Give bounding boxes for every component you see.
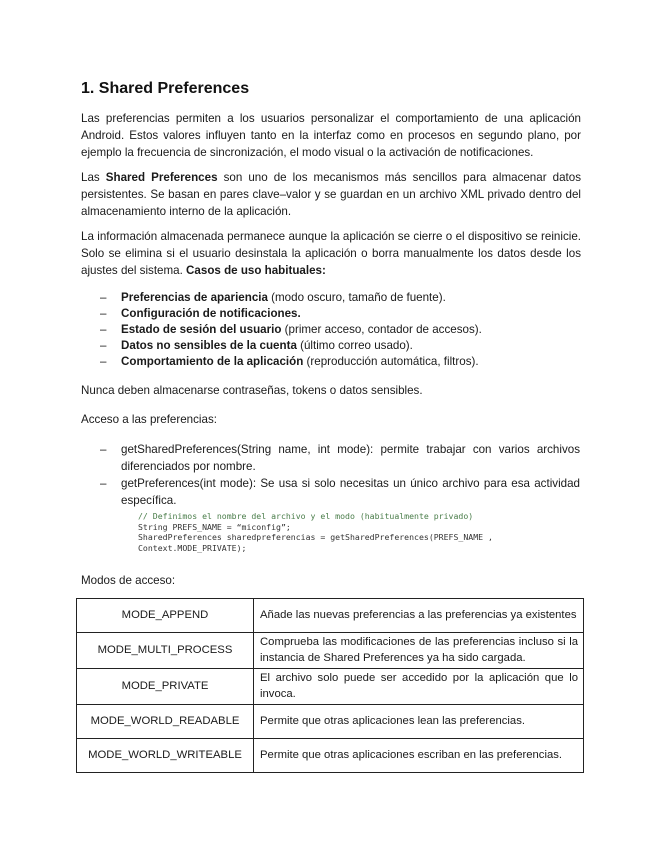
definition-rest: son uno de los mecanismos más sencillos para almacenar datos persistentes. Se basan en pares clave–valor y se guardan en un archivo XML privado dentro del almacenamiento interno de la aplicación. [81,171,581,218]
mode-name-cell: MODE_MULTI_PROCESS [77,633,254,669]
mode-name-cell: MODE_PRIVATE [77,669,254,705]
table-row [77,669,584,705]
mode-description-cell: El archivo solo puede ser accedido por la aplicación que lo invoca. [254,669,584,705]
code-line: Context.MODE_PRIVATE); [138,542,247,553]
list-item [100,305,580,321]
table-row [77,705,584,739]
mode-description-cell: Permite que otras aplicaciones escriban en las preferencias. [254,739,584,773]
table-row [77,633,584,669]
mode-description-cell: Añade las nuevas preferencias a las preferencias ya existentes [254,599,584,633]
intro-paragraph: Las preferencias permiten a los usuarios personalizar el comportamiento de una aplicación Android. Estos valores influyen tanto en la interfaz como en procesos en segundo plano, por ejemplo la frecuencia de sincronización, el modo visual o la activación de notificaciones. [81,112,581,159]
access-intro: Acceso a las preferencias: [81,413,217,426]
mode-description-cell: Comprueba las modificaciones de las preferencias incluso si la instancia de Shared Preferences ya ha sido cargada. [254,633,584,669]
access-modes-table [76,598,584,773]
list-item-rest: (modo oscuro, tamaño de fuente). [267,291,446,304]
mode-name-cell: MODE_WORLD_READABLE [77,705,254,739]
persistence-paragraph [81,228,581,279]
warning-paragraph: Nunca deben almacenarse contraseñas, tokens o datos sensibles. [81,384,423,397]
definition-lead: Las [81,171,106,184]
mode-description-cell: Permite que otras aplicaciones lean las preferencias. [254,705,584,739]
list-item: – getSharedPreferences(String name, int mode): permite trabajar con varios archivos diferenciados por nombre. [100,441,580,475]
list-item [100,289,580,305]
list-item [100,353,580,369]
use-cases-label: Casos de uso habituales: [186,264,326,277]
list-item [100,321,580,337]
list-item-bold: Preferencias de apariencia [121,291,268,304]
mode-name-cell: MODE_WORLD_WRITEABLE [77,739,254,773]
list-item-rest: (primer acceso, contador de accesos). [281,323,482,336]
mode-name-cell: MODE_APPEND [77,599,254,633]
access-methods-list [100,441,580,509]
definition-term: Shared Preferences [105,171,218,184]
code-line: String PREFS_NAME = “miconfig”; [138,521,291,532]
list-item [100,337,580,353]
definition-paragraph [81,169,581,220]
section-heading: 1. Shared Preferences [81,80,250,97]
code-line: SharedPreferences sharedpreferencias = getSharedPreferences(PREFS_NAME , [138,532,493,542]
code-snippet [138,511,493,553]
table-row [77,739,584,773]
list-item-rest: (reproducción automática, filtros). [303,355,479,368]
list-item-bold: Configuración de notificaciones. [121,307,301,320]
list-item: – getPreferences(int mode): Se usa si solo necesitas un único archivo para esa actividad específica. [100,475,580,509]
persistence-text: La información almacenada permanece aunque la aplicación se cierre o el dispositivo se reinicie. Solo se elimina si el usuario desinstala la aplicación o borra manualmente los datos desde los ajustes del sistema. [81,230,581,277]
list-item-bold: Estado de sesión del usuario [121,323,282,336]
list-item-bold: Datos no sensibles de la cuenta [121,339,297,352]
table-row [77,599,584,633]
code-comment: // Definimos el nombre del archivo y el modo (habitualmente privado) [138,511,474,521]
use-cases-list [100,289,580,369]
list-item-bold: Comportamiento de la aplicación [121,355,304,368]
list-item-rest: (último correo usado). [296,339,413,352]
modes-intro: Modos de acceso: [81,574,176,587]
